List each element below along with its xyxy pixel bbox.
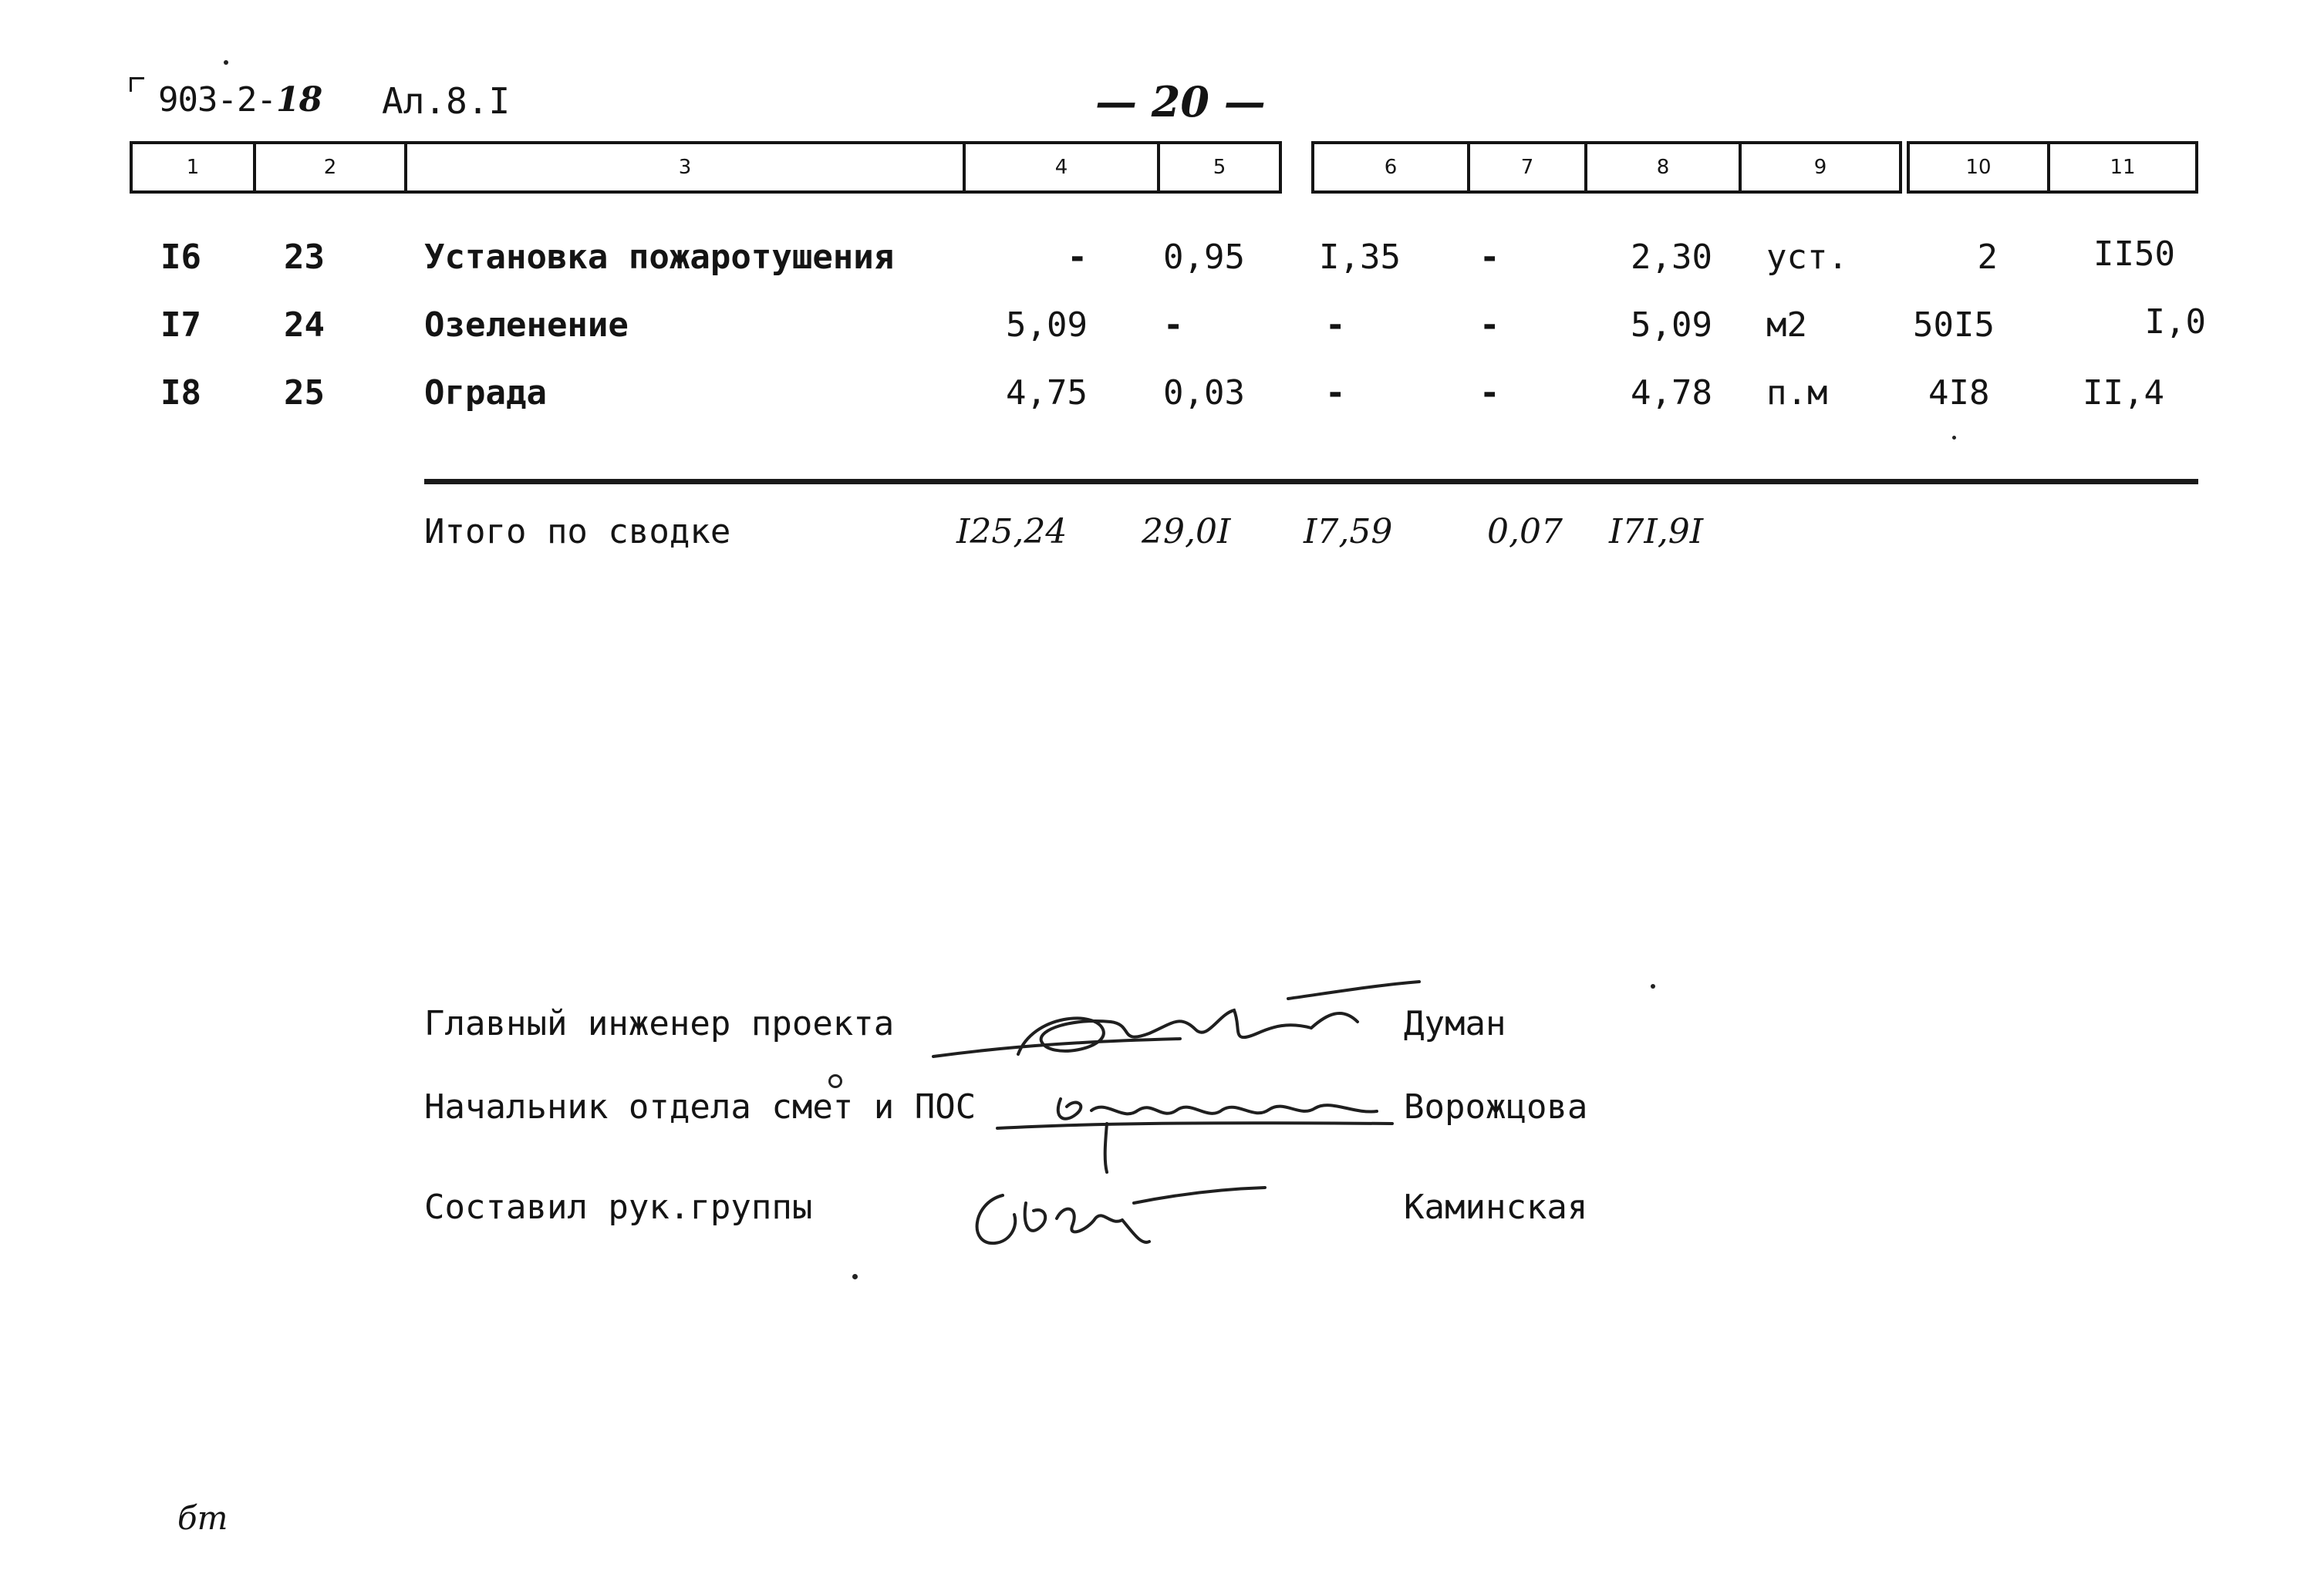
signature-role: Главный инженер проекта bbox=[424, 1004, 895, 1043]
total-col-6: I7,59 bbox=[1304, 512, 1393, 551]
document-code bbox=[158, 80, 322, 120]
page-number: — 20 — bbox=[1095, 77, 1266, 126]
sheet-label: Ал.8.I bbox=[382, 80, 511, 122]
total-col-8: I7I,9I bbox=[1609, 512, 1704, 551]
column-header-3: 3 bbox=[404, 141, 966, 194]
row-quantity: 50I5 bbox=[1913, 305, 1995, 345]
column-header-8: 8 bbox=[1584, 141, 1742, 194]
signature-role: Составил рук.группы bbox=[424, 1188, 813, 1227]
signature-name: Думан bbox=[1404, 1004, 1506, 1043]
row-number: I6 bbox=[160, 238, 201, 277]
row-cost: II50 bbox=[2093, 234, 2175, 274]
scan-speck bbox=[1952, 436, 1956, 440]
row-col-4: - bbox=[1067, 238, 1088, 277]
row-cost: I,0 bbox=[2144, 302, 2206, 342]
total-col-5: 29,0I bbox=[1142, 512, 1231, 551]
row-quantity: 2 bbox=[1977, 238, 1998, 277]
row-unit: м2 bbox=[1766, 305, 1807, 345]
row-col-6: - bbox=[1325, 305, 1346, 345]
row-col-5: - bbox=[1163, 305, 1184, 345]
column-header-11: 11 bbox=[2047, 141, 2198, 194]
row-col-8: 5,09 bbox=[1631, 305, 1712, 345]
column-header-6: 6 bbox=[1311, 141, 1470, 194]
row-col-7: - bbox=[1479, 238, 1500, 277]
row-col-8: 4,78 bbox=[1631, 373, 1712, 413]
row-col-6: I,35 bbox=[1319, 238, 1401, 277]
signature-name: Ворожцова bbox=[1404, 1087, 1588, 1127]
scan-speck bbox=[828, 1074, 842, 1088]
row-col-5: 0,03 bbox=[1163, 373, 1245, 413]
total-label: Итого по сводке bbox=[424, 512, 731, 551]
column-header-4: 4 bbox=[963, 141, 1160, 194]
row-position: 24 bbox=[284, 305, 325, 345]
row-col-7: - bbox=[1479, 373, 1500, 413]
total-col-7: 0,07 bbox=[1487, 512, 1563, 551]
row-unit: уст. bbox=[1766, 238, 1848, 277]
row-quantity: 4I8 bbox=[1928, 373, 1990, 413]
row-name: Озеленение bbox=[424, 305, 629, 345]
row-col-4: 5,09 bbox=[1006, 305, 1088, 345]
signature-mark bbox=[991, 1076, 1423, 1176]
row-number: I8 bbox=[160, 373, 201, 413]
row-unit: п.м bbox=[1766, 373, 1828, 413]
row-col-7: - bbox=[1479, 305, 1500, 345]
total-col-4: I25,24 bbox=[956, 512, 1068, 551]
footer-mark: бт bbox=[177, 1499, 228, 1537]
document-code-handwritten: 18 bbox=[275, 80, 322, 120]
column-header-2: 2 bbox=[253, 141, 407, 194]
row-col-5: 0,95 bbox=[1163, 238, 1245, 277]
row-name: Установка пожаротушения bbox=[424, 238, 895, 277]
row-position: 25 bbox=[284, 373, 325, 413]
total-rule bbox=[424, 479, 2198, 484]
signature-role: Начальник отдела смет и ПОС bbox=[424, 1087, 976, 1127]
document-code-prefix: 903-2- bbox=[158, 80, 276, 120]
corner-mark bbox=[130, 77, 144, 92]
signature-name: Каминская bbox=[1404, 1188, 1588, 1227]
signature-mark bbox=[956, 1172, 1296, 1265]
column-header-5: 5 bbox=[1157, 141, 1282, 194]
row-position: 23 bbox=[284, 238, 325, 277]
column-header-10: 10 bbox=[1907, 141, 2050, 194]
row-col-4: 4,75 bbox=[1006, 373, 1088, 413]
column-header-1: 1 bbox=[130, 141, 256, 194]
scan-speck bbox=[1651, 984, 1655, 989]
scan-speck bbox=[224, 60, 228, 65]
column-header-9: 9 bbox=[1739, 141, 1902, 194]
row-name: Ограда bbox=[424, 373, 547, 413]
row-cost: II,4 bbox=[2083, 373, 2164, 413]
signature-mark bbox=[926, 968, 1450, 1076]
column-header-7: 7 bbox=[1467, 141, 1587, 194]
row-number: I7 bbox=[160, 305, 201, 345]
row-col-8: 2,30 bbox=[1631, 238, 1712, 277]
row-col-6: - bbox=[1325, 373, 1346, 413]
scan-speck bbox=[852, 1274, 858, 1279]
